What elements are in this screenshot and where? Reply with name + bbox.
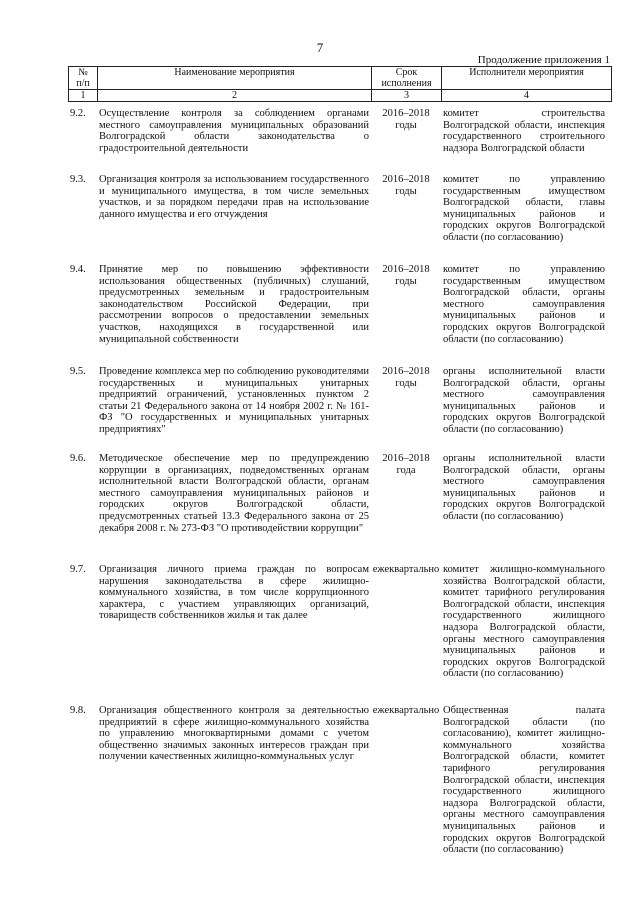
row-number: 9.7. [70,564,86,575]
header-index-1: 1 [69,90,98,102]
row-term: ежеквартально [372,705,440,716]
row-action: Организация общественного контроля за деятельностью предприятий в сфере жилищно-коммунального хозяйства по управлению многоквартирными домами с учетом общественно значимых законных интересов граждан при получении качественных жилищно-коммунальных услуг [99,705,369,763]
header-name: Наименование мероприятия [98,67,372,90]
row-term: 2016–2018 годы [382,366,430,389]
header-term [372,67,442,90]
header-index-row [69,90,612,102]
header-term-line2: исполнения [381,78,432,89]
row-number: 9.5. [70,366,86,377]
row-executors: комитет жилищно-коммунального хозяйства Волгоградской области, комитет тарифного регулирования Волгоградской области, инспекция государственного жилищного надзора Волгоградской области, органы местного самоуправления муниципальных районов и городских округов Волгоградской области (по согласованию) [443,564,605,680]
row-number: 9.3. [70,174,86,185]
row-executors: комитет строительства Волгоградской области, инспекция государственного строительного надзора Волгоградской области [443,108,605,154]
row-action: Организация личного приема граждан по вопросам нарушения законодательства в сфере жилищно-коммунального хозяйства, в том числе коррупционного характера, с участием управляющих организаций, товариществ собственников жилья и так далее [99,564,369,622]
continuation-note: Продолжение приложения 1 [477,54,610,66]
row-term: 2016–2018 годы [382,264,430,287]
header-index-3: 3 [372,90,442,102]
row-term: 2016–2018 годы [382,174,430,197]
table-header [68,66,612,102]
header-num-line2: п/п [76,78,90,89]
row-term: ежеквартально [372,564,440,575]
row-executors: Общественная палата Волгоградской области (по согласованию), комитет жилищно-коммунального хозяйства Волгоградской области, комитет тарифного регулирования Волгоградской области, инспекция государственного жилищного надзора Волгоградской области, органы местного самоуправления муниципальных районов и городских округов Волгоградской области (по согласованию) [443,705,605,856]
page-number: 7 [316,40,324,55]
header-executors: Исполнители мероприятия [442,67,612,90]
header-index-2: 2 [98,90,372,102]
header-num [69,67,98,90]
row-action: Осуществление контроля за соблюдением органами местного самоуправления муниципальных образований Волгоградской области законодательства о градостроительной деятельности [99,108,369,154]
row-term: 2016–2018 годы [382,108,430,131]
row-executors: комитет по управлению государственным имуществом Волгоградской области, главы муниципальных районов и городских округов Волгоградской области (по согласованию) [443,174,605,243]
row-number: 9.2. [70,108,86,119]
header-num-line1: № [78,67,88,78]
row-action: Принятие мер по повышению эффективности использования общественных (публичных) слушаний, предусмотренных земельным и градостроительным законодательством Российской Федерации, при рассмотрении вопросов о предоставлении земельных участков, находящихся в государственной или муниципальной собственности [99,264,369,345]
row-action: Методическое обеспечение мер по предупреждению коррупции в организациях, подведомственных органам исполнительной власти Волгоградской области, органам местного самоуправления муниципальных районов и городских округов Волгоградской области, предусмотренных статьей 13.3 Федерального закона от 25 декабря 2008 г. № 273-ФЗ "О противодействии коррупции" [99,453,369,534]
header-row [69,67,612,90]
row-number: 9.8. [70,705,86,716]
row-action: Организация контроля за использованием государственного и муниципального имущества, в том числе земельных участков, и за порядком передачи прав на использование данного имущества и его отчуждения [99,174,369,220]
row-number: 9.6. [70,453,86,464]
row-executors: органы исполнительной власти Волгоградской области, органы местного самоуправления муниципальных районов и городских округов Волгоградской области (по согласованию) [443,453,605,522]
row-action: Проведение комплекса мер по соблюдению руководителями государственных и муниципальных унитарных предприятий ограничений, установленных пунктом 2 статьи 21 Федерального закона от 14 ноября 2002 г. № 161-ФЗ "О государственных и муниципальных унитарных предприятиях" [99,366,369,435]
row-executors: органы исполнительной власти Волгоградской области, органы местного самоуправления муниципальных районов и городских округов Волгоградской области (по согласованию) [443,366,605,435]
row-term: 2016–2018 года [382,453,430,476]
row-executors: комитет по управлению государственным имуществом Волгоградской области, органы местного самоуправления муниципальных районов и городских округов Волгоградской области (по согласованию) [443,264,605,345]
header-index-4: 4 [442,90,612,102]
row-number: 9.4. [70,264,86,275]
header-term-line1: Срок [395,67,418,78]
